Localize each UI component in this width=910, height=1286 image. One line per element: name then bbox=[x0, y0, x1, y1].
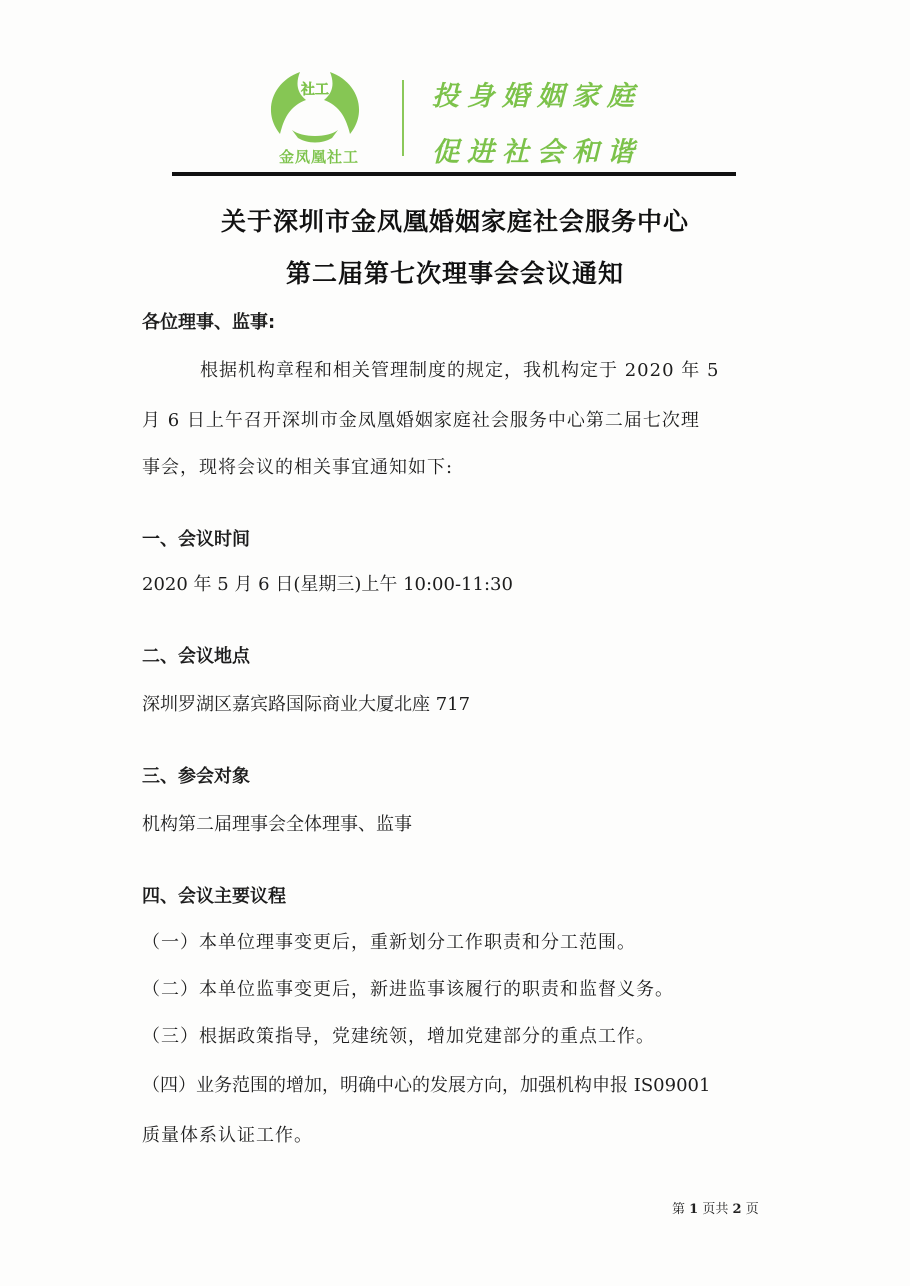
logo-badge-text: 社工 bbox=[301, 82, 329, 98]
logo-text: 金凤凰社工 bbox=[278, 148, 359, 166]
page-number bbox=[672, 1198, 759, 1217]
section-heading-attendees: 三、参会对象 bbox=[142, 766, 250, 787]
section-heading-time: 一、会议时间 bbox=[142, 529, 250, 550]
phoenix-logo-icon bbox=[250, 60, 380, 150]
header-rule bbox=[172, 172, 736, 176]
slogan-line-2: 促进社会和谐 bbox=[432, 137, 642, 168]
page-number-total: 2 bbox=[732, 1202, 742, 1217]
section-heading-agenda: 四、会议主要议程 bbox=[142, 886, 286, 907]
page-number-prefix: 第 bbox=[672, 1202, 686, 1217]
header-divider bbox=[402, 80, 404, 156]
page-number-suffix: 页 bbox=[745, 1202, 759, 1217]
agenda-item-continuation: 质量体系认证工作。 bbox=[142, 1125, 313, 1146]
slogan-line-1: 投身婚姻家庭 bbox=[432, 81, 642, 112]
organization-logo bbox=[250, 60, 380, 170]
meeting-location: 深圳罗湖区嘉宾路国际商业大厦北座 717 bbox=[142, 694, 471, 715]
agenda-item: （一）本单位理事变更后，重新划分工作职责和分工范围。 bbox=[142, 932, 636, 953]
agenda-item: （二）本单位监事变更后，新进监事该履行的职责和监督义务。 bbox=[142, 979, 674, 1000]
intro-line-2: 月 6 日上午召开深圳市金凤凰婚姻家庭社会服务中心第二届七次理 bbox=[142, 410, 700, 431]
section-heading-location: 二、会议地点 bbox=[142, 646, 250, 667]
agenda-item: （三）根据政策指导，党建统领，增加党建部分的重点工作。 bbox=[142, 1026, 655, 1047]
salutation: 各位理事、监事: bbox=[142, 312, 276, 333]
agenda-item: （四）业务范围的增加，明确中心的发展方向，加强机构申报 IS09001 bbox=[142, 1075, 711, 1096]
document-title-line-2: 第二届第七次理事会会议通知 bbox=[285, 259, 624, 288]
intro-line-1: 根据机构章程和相关管理制度的规定，我机构定于 2020 年 5 bbox=[200, 360, 720, 381]
meeting-attendees: 机构第二届理事会全体理事、监事 bbox=[142, 814, 412, 835]
page-number-current: 1 bbox=[689, 1202, 699, 1217]
letterhead bbox=[0, 0, 910, 180]
page-number-mid: 页共 bbox=[702, 1202, 729, 1217]
document-title-line-1: 关于深圳市金凤凰婚姻家庭社会服务中心 bbox=[220, 207, 689, 236]
intro-line-3: 事会，现将会议的相关事宜通知如下: bbox=[142, 457, 454, 478]
meeting-time: 2020 年 5 月 6 日(星期三)上午 10:00-11:30 bbox=[142, 574, 513, 595]
